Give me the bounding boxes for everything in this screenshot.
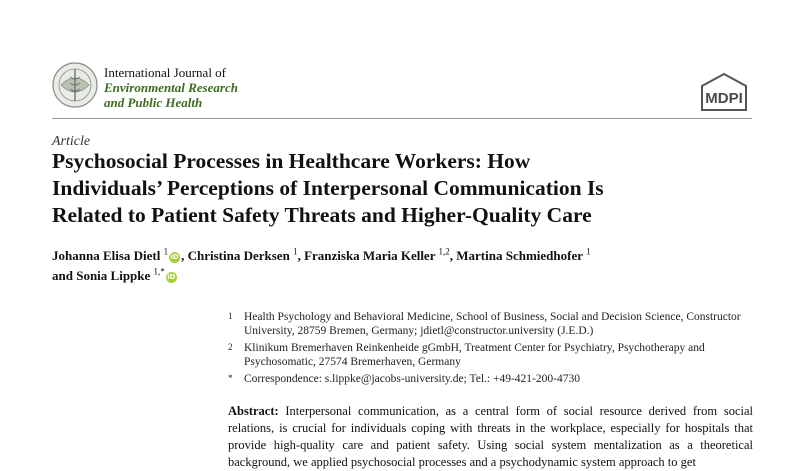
affiliation-text: Health Psychology and Behavioral Medicine, School of Business, Social and Decision Science, Constructor University, 28759 Bremen, Germany; jdietl@constructor.university (J.E.D.) (244, 311, 741, 337)
author-name[interactable]: Franziska Maria Keller (304, 248, 439, 263)
title-line: Psychosocial Processes in Healthcare Workers: How (52, 149, 531, 173)
affiliation-text: Correspondence: s.lippke@jacobs-university.de; Tel.: +49-421-200-4730 (244, 373, 580, 385)
mdpi-logo-icon (696, 72, 752, 112)
article-type: Article (52, 134, 91, 149)
abstract-text: Interpersonal communication, as a central form of social resource derived from social relations, is crucial for individuals coping with threats in the workplace, especially for hospitals that provide high-quality care and patient safety. Using social system mentalization as a theoretical background, we applied psychosocial processes and a psychodynamic system approach to get (228, 404, 753, 469)
affiliation-list (228, 310, 758, 389)
ijerph-seal-logo-icon (52, 62, 98, 108)
author-affiliation-mark: 1 (293, 246, 298, 257)
abstract-label: Abstract: (228, 404, 279, 418)
author-name[interactable]: Martina Schmiedhofer (456, 248, 586, 263)
article-title (52, 148, 752, 229)
author-name[interactable]: Sonia Lippke (76, 268, 154, 283)
orcid-icon[interactable]: iD (170, 253, 179, 261)
affiliation-mark: 1 (228, 311, 233, 321)
affiliation-item (228, 310, 758, 338)
author-name[interactable]: Johanna Elisa Dietl (52, 248, 164, 263)
journal-title-line2: Environmental Research (104, 80, 238, 95)
author-separator: , (297, 248, 301, 263)
journal-title-line1: International Journal of (104, 65, 227, 80)
affiliation-mark: 2 (228, 342, 233, 352)
author-separator: , (181, 248, 185, 263)
journal-header (52, 62, 752, 114)
author-affiliation-mark: 1,2 (438, 246, 450, 257)
author-affiliation-mark: 1 (586, 246, 591, 257)
author-separator: , (449, 248, 453, 263)
affiliation-mark: * (228, 373, 233, 383)
journal-title-line3: and Public Health (104, 95, 203, 110)
journal-title (104, 65, 238, 110)
author-affiliation-mark: 1 (163, 246, 169, 257)
author-list (52, 246, 752, 286)
author-name[interactable]: Christina Derksen (187, 248, 294, 263)
orcid-icon[interactable]: iD (167, 273, 176, 281)
abstract (228, 403, 753, 471)
header-divider (52, 118, 752, 119)
author-affiliation-mark: 1,* (153, 266, 165, 277)
affiliation-text: Klinikum Bremerhaven Reinkenheide gGmbH, Treatment Center for Psychiatry, Psychotherapy and Psychosomatic, 27574 Bremerhaven, Germany (244, 342, 705, 368)
title-line: Individuals’ Perceptions of Interpersonal Communication Is (52, 176, 604, 200)
affiliation-item (228, 341, 758, 369)
author-joiner: and (52, 268, 77, 283)
affiliation-item (228, 372, 758, 386)
publisher-name: MDPI (705, 90, 743, 107)
title-line: Related to Patient Safety Threats and Higher-Quality Care (52, 203, 592, 227)
